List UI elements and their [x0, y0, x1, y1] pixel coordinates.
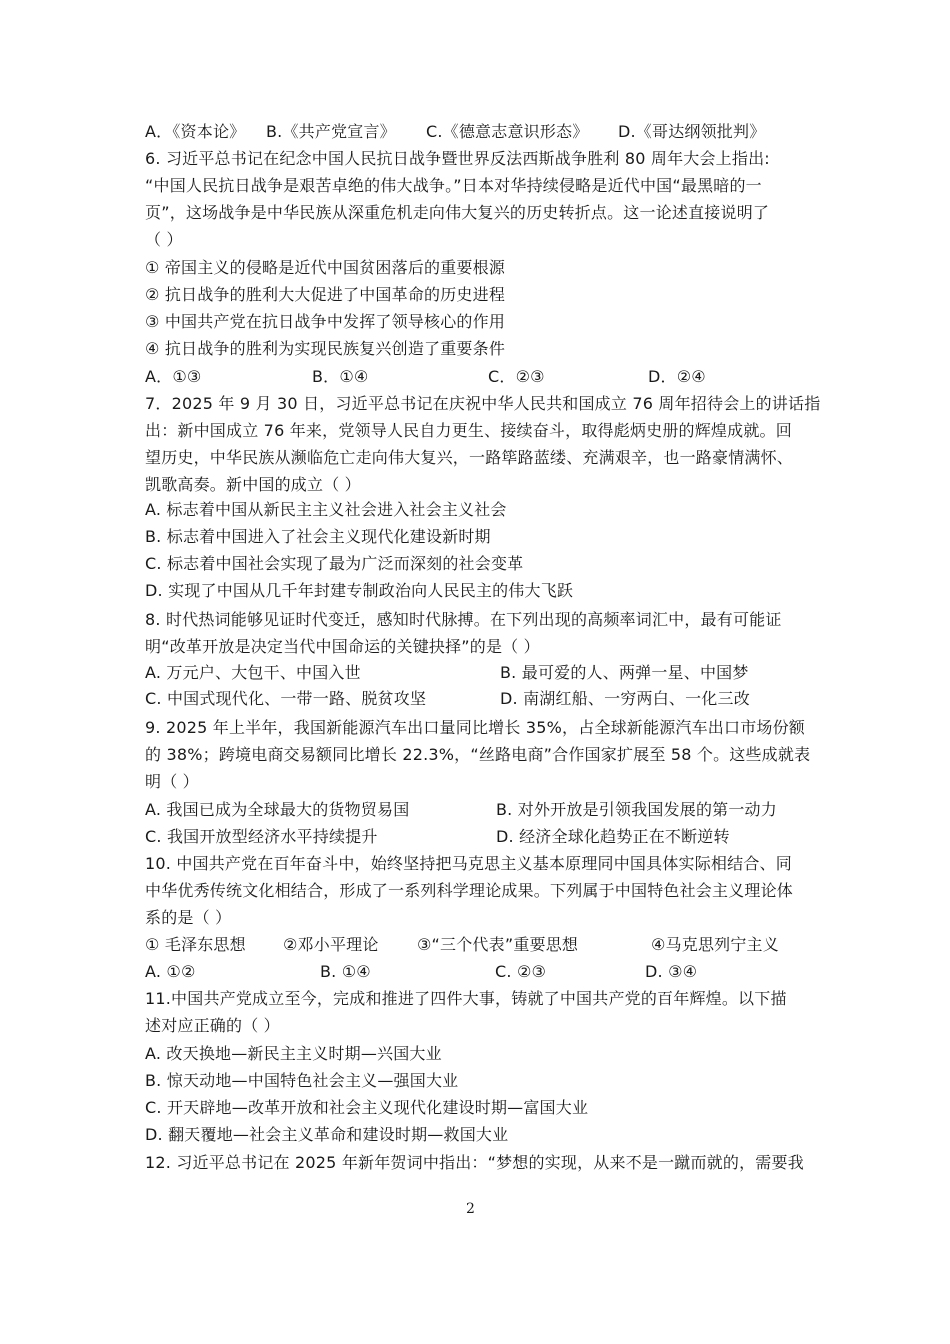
q6-option-b: B．①④: [312, 367, 369, 386]
q6-option-c: C．②③: [488, 367, 545, 386]
q5-option-d: D.《哥达纲领批判》: [618, 122, 766, 141]
q10-item-2: ②邓小平理论: [283, 935, 379, 954]
q11-option-d: D. 翻天覆地—社会主义革命和建设时期—救国大业: [145, 1125, 509, 1144]
page-number: 2: [466, 1201, 475, 1217]
q7-option-d: D. 实现了中国从几千年封建专制政治向人民民主的伟大飞跃: [145, 581, 574, 600]
q10-option-b: B. ①④: [320, 962, 371, 981]
q11-stem-line: 11.中国共产党成立至今，完成和推进了四件大事，铸就了中国共产党的百年辉煌。以下描: [145, 989, 787, 1008]
q8-option-c: C. 中国式现代化、一带一路、脱贫攻坚: [145, 689, 427, 708]
q5-option-b: B.《共产党宣言》: [266, 122, 396, 141]
q9-option-b: B. 对外开放是引领我国发展的第一动力: [496, 800, 777, 819]
q8-stem-line: 8. 时代热词能够见证时代变迁，感知时代脉搏。在下列出现的高频率词汇中，最有可能证: [145, 610, 782, 629]
q6-item-2: ② 抗日战争的胜利大大促进了中国革命的历史进程: [145, 285, 506, 304]
q12-stem-line: 12. 习近平总书记在 2025 年新年贺词中指出：“梦想的实现，从来不是一蹴而就的，需要我: [145, 1153, 804, 1172]
q5-option-c: C.《德意志意识形态》: [426, 122, 589, 141]
q11-stem-line: 述对应正确的（ ）: [145, 1016, 280, 1035]
q6-option-a: A．①③: [145, 367, 202, 386]
q6-item-3: ③ 中国共产党在抗日战争中发挥了领导核心的作用: [145, 312, 506, 331]
q6-stem-line: “中国人民抗日战争是艰苦卓绝的伟大战争。”日本对华持续侵略是近代中国“最黑暗的一: [145, 176, 762, 195]
q7-option-c: C. 标志着中国社会实现了最为广泛而深刻的社会变革: [145, 554, 524, 573]
q8-option-b: B. 最可爱的人、两弹一星、中国梦: [500, 663, 749, 682]
q9-stem-line: 明（ ）: [145, 772, 199, 791]
q11-option-c: C. 开天辟地—改革开放和社会主义现代化建设时期—富国大业: [145, 1098, 589, 1117]
q7-option-b: B. 标志着中国进入了社会主义现代化建设新时期: [145, 527, 491, 546]
q7-stem-line: 凯歌高奏。新中国的成立（ ）: [145, 475, 361, 494]
q6-option-d: D．②④: [648, 367, 706, 386]
q10-option-c: C. ②③: [495, 962, 547, 981]
q8-stem-line: 明“改革开放是决定当代中国命运的关键抉择”的是（ ）: [145, 637, 540, 656]
q8-option-a: A. 万元户、大包干、中国入世: [145, 663, 361, 682]
q10-item-1: ① 毛泽东思想: [145, 935, 246, 954]
q7-stem-line: 7．2025 年 9 月 30 日，习近平总书记在庆祝中华人民共和国成立 76 周年招待会上的讲话指: [145, 394, 821, 413]
q6-answer-bracket: （ ）: [145, 230, 183, 249]
q10-stem-line: 中华优秀传统文化相结合，形成了一系列科学理论成果。下列属于中国特色社会主义理论体: [145, 881, 794, 900]
q9-option-a: A. 我国已成为全球最大的货物贸易国: [145, 800, 410, 819]
q9-option-d: D. 经济全球化趋势正在不断逆转: [496, 827, 730, 846]
q7-stem-line: 出：新中国成立 76 年来，党领导人民自力更生、接续奋斗，取得彪炳史册的辉煌成就。回: [145, 421, 792, 440]
q6-stem-line: 页”，这场战争是中华民族从深重危机走向伟大复兴的历史转折点。这一论述直接说明了: [145, 203, 770, 222]
q10-item-3: ③“三个代表”重要思想: [417, 935, 579, 954]
q10-option-d: D. ③④: [645, 962, 698, 981]
q8-option-d: D. 南湖红船、一穷两白、一化三改: [500, 689, 750, 708]
q9-option-c: C. 我国开放型经济水平持续提升: [145, 827, 378, 846]
q6-stem-line: 6. 习近平总书记在纪念中国人民抗日战争暨世界反法西斯战争胜利 80 周年大会上指出:: [145, 149, 770, 168]
q10-item-4: ④马克思列宁主义: [651, 935, 779, 954]
q9-stem-line: 9. 2025 年上半年，我国新能源汽车出口量同比增长 35%，占全球新能源汽车出口市场份额: [145, 718, 806, 737]
q11-option-a: A. 改天换地—新民主主义时期—兴国大业: [145, 1044, 442, 1063]
q9-stem-line: 的 38%；跨境电商交易额同比增长 22.3%，“丝路电商”合作国家扩展至 58 个。这些成就表: [145, 745, 811, 764]
q10-stem-line: 10. 中国共产党在百年奋斗中，始终坚持把马克思主义基本原理同中国具体实际相结合、同: [145, 854, 792, 873]
q7-stem-line: 望历史，中华民族从濒临危亡走向伟大复兴，一路筚路蓝缕、充满艰辛，也一路豪情满怀、: [145, 448, 794, 467]
q7-option-a: A. 标志着中国从新民主主义社会进入社会主义社会: [145, 500, 507, 519]
q5-option-a: A．《资本论》: [145, 122, 246, 141]
q11-option-b: B. 惊天动地—中国特色社会主义—强国大业: [145, 1071, 459, 1090]
q6-item-4: ④ 抗日战争的胜利为实现民族复兴创造了重要条件: [145, 339, 506, 358]
q10-option-a: A. ①②: [145, 962, 196, 981]
q6-item-1: ① 帝国主义的侵略是近代中国贫困落后的重要根源: [145, 258, 506, 277]
q10-stem-line: 系的是（ ）: [145, 908, 232, 927]
